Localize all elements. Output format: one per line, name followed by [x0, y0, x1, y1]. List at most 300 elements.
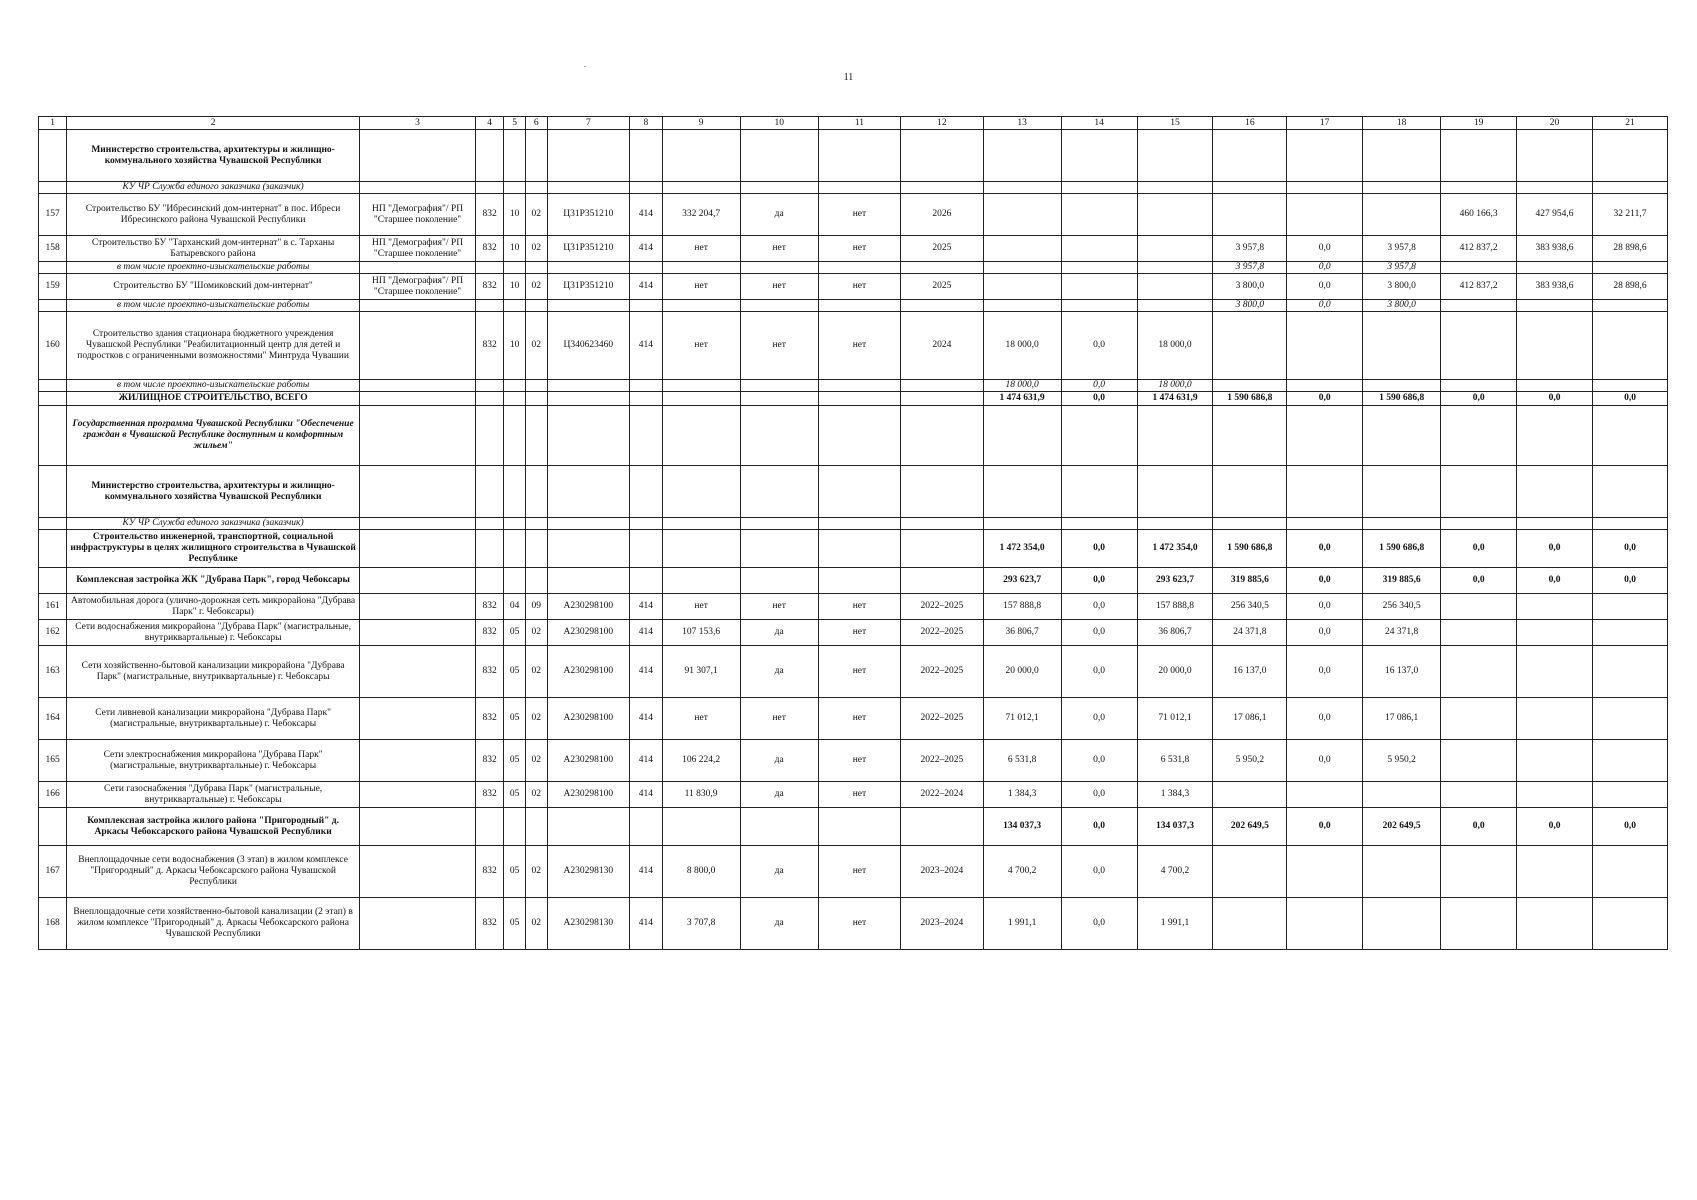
value-cell: 8 800,0: [662, 846, 740, 898]
name-cell: в том числе проектно-изыскательские работы: [67, 380, 360, 392]
value-cell: [547, 808, 629, 846]
value-cell: [983, 274, 1061, 300]
column-number: 5: [504, 117, 526, 130]
value-cell: [1137, 406, 1213, 466]
value-cell: 256 340,5: [1363, 594, 1441, 620]
value-cell: 02: [525, 846, 547, 898]
column-number: 21: [1593, 117, 1668, 130]
value-cell: [818, 808, 900, 846]
value-cell: [1517, 782, 1593, 808]
value-cell: [630, 392, 663, 406]
value-cell: 832: [476, 236, 504, 262]
value-cell: [1517, 262, 1593, 274]
value-cell: нет: [740, 312, 818, 380]
value-cell: [662, 380, 740, 392]
value-cell: [476, 392, 504, 406]
table-body: [39, 130, 1668, 950]
value-cell: [1363, 312, 1441, 380]
value-cell: [360, 646, 476, 698]
value-cell: 0,0: [1061, 898, 1137, 950]
value-cell: [1363, 782, 1441, 808]
value-cell: [901, 130, 983, 182]
name-cell: Государственная программа Чувашской Республики "Обеспечение граждан в Чувашской Республике доступным и комфортным жильем": [67, 406, 360, 466]
value-cell: [630, 406, 663, 466]
name-cell: Строительство БУ "Шомиковский дом-интернат": [67, 274, 360, 300]
value-cell: [818, 262, 900, 274]
value-cell: [630, 466, 663, 518]
value-cell: [630, 808, 663, 846]
value-cell: 0,0: [1061, 594, 1137, 620]
value-cell: 0,0: [1287, 530, 1363, 568]
value-cell: 05: [504, 846, 526, 898]
value-cell: 0,0: [1441, 808, 1517, 846]
value-cell: 17 086,1: [1363, 698, 1441, 740]
value-cell: [1213, 898, 1287, 950]
value-cell: нет: [662, 274, 740, 300]
value-cell: [1137, 274, 1213, 300]
value-cell: [1287, 194, 1363, 236]
value-cell: [1213, 406, 1287, 466]
value-cell: [740, 406, 818, 466]
value-cell: [504, 182, 526, 194]
value-cell: [662, 392, 740, 406]
value-cell: [983, 182, 1061, 194]
value-cell: 3 957,8: [1363, 262, 1441, 274]
value-cell: А230298100: [547, 620, 629, 646]
value-cell: [1287, 182, 1363, 194]
value-cell: 0,0: [1287, 646, 1363, 698]
value-cell: [360, 698, 476, 740]
value-cell: [504, 808, 526, 846]
value-cell: [1061, 130, 1137, 182]
value-cell: 5 950,2: [1363, 740, 1441, 782]
value-cell: [504, 380, 526, 392]
value-cell: [630, 300, 663, 312]
value-cell: 05: [504, 740, 526, 782]
value-cell: [547, 300, 629, 312]
value-cell: [740, 808, 818, 846]
value-cell: [476, 182, 504, 194]
value-cell: нет: [662, 312, 740, 380]
value-cell: [547, 262, 629, 274]
value-cell: 2025: [901, 274, 983, 300]
value-cell: [504, 406, 526, 466]
value-cell: [1593, 782, 1668, 808]
value-cell: 0,0: [1061, 530, 1137, 568]
value-cell: 414: [630, 898, 663, 950]
value-cell: нет: [818, 194, 900, 236]
value-cell: 3 707,8: [662, 898, 740, 950]
value-cell: нет: [662, 236, 740, 262]
value-cell: 02: [525, 236, 547, 262]
value-cell: [740, 380, 818, 392]
value-cell: Ц31Р351210: [547, 194, 629, 236]
value-cell: 1 472 354,0: [1137, 530, 1213, 568]
value-cell: 3 957,8: [1213, 236, 1287, 262]
name-cell: Сети электроснабжения микрорайона "Дубрава Парк" (магистральные, внутриквартальные) г. Чебоксары: [67, 740, 360, 782]
value-cell: [1593, 312, 1668, 380]
value-cell: 18 000,0: [983, 380, 1061, 392]
value-cell: 1 991,1: [983, 898, 1061, 950]
value-cell: 414: [630, 782, 663, 808]
value-cell: 0,0: [1517, 530, 1593, 568]
value-cell: [360, 568, 476, 594]
value-cell: 0,0: [1061, 740, 1137, 782]
value-cell: НП "Демография"/ РП "Старшее поколение": [360, 236, 476, 262]
row-number-cell: 161: [39, 594, 67, 620]
value-cell: [360, 380, 476, 392]
value-cell: 0,0: [1061, 312, 1137, 380]
value-cell: 0,0: [1287, 740, 1363, 782]
value-cell: [1517, 620, 1593, 646]
value-cell: [1593, 130, 1668, 182]
name-cell: Сети хозяйственно-бытовой канализации микрорайона "Дубрава Парк" (магистральные, внутриквартальные) г. Чебоксары: [67, 646, 360, 698]
value-cell: [662, 518, 740, 530]
value-cell: 3 957,8: [1213, 262, 1287, 274]
value-cell: [1363, 466, 1441, 518]
table-row: [39, 182, 1668, 194]
table-row: [39, 312, 1668, 380]
value-cell: нет: [818, 620, 900, 646]
value-cell: 832: [476, 740, 504, 782]
value-cell: [901, 392, 983, 406]
value-cell: [1137, 236, 1213, 262]
value-cell: 2026: [901, 194, 983, 236]
row-number-cell: 164: [39, 698, 67, 740]
value-cell: 383 938,6: [1517, 236, 1593, 262]
table-row: [39, 898, 1668, 950]
column-number: 14: [1061, 117, 1137, 130]
value-cell: 05: [504, 698, 526, 740]
column-number: 1: [39, 117, 67, 130]
value-cell: 02: [525, 274, 547, 300]
table-row: [39, 130, 1668, 182]
value-cell: [525, 392, 547, 406]
value-cell: [1441, 380, 1517, 392]
value-cell: 332 204,7: [662, 194, 740, 236]
value-cell: [1593, 698, 1668, 740]
value-cell: 0,0: [1287, 808, 1363, 846]
value-cell: 0,0: [1061, 620, 1137, 646]
value-cell: [1517, 380, 1593, 392]
row-number-cell: [39, 466, 67, 518]
value-cell: [1517, 130, 1593, 182]
value-cell: [525, 262, 547, 274]
value-cell: 10: [504, 312, 526, 380]
value-cell: 832: [476, 594, 504, 620]
value-cell: 28 898,6: [1593, 236, 1668, 262]
value-cell: нет: [818, 898, 900, 950]
value-cell: 0,0: [1593, 392, 1668, 406]
value-cell: 02: [525, 620, 547, 646]
value-cell: [1441, 130, 1517, 182]
value-cell: 412 837,2: [1441, 236, 1517, 262]
value-cell: 0,0: [1287, 274, 1363, 300]
value-cell: 0,0: [1287, 620, 1363, 646]
value-cell: [525, 130, 547, 182]
value-cell: 09: [525, 594, 547, 620]
value-cell: [740, 262, 818, 274]
value-cell: [983, 130, 1061, 182]
value-cell: [504, 392, 526, 406]
value-cell: 02: [525, 698, 547, 740]
value-cell: [901, 262, 983, 274]
value-cell: [1287, 846, 1363, 898]
value-cell: [1517, 182, 1593, 194]
value-cell: 02: [525, 740, 547, 782]
value-cell: 05: [504, 620, 526, 646]
value-cell: [1517, 740, 1593, 782]
column-number: 12: [901, 117, 983, 130]
value-cell: 0,0: [1593, 530, 1668, 568]
value-cell: [818, 130, 900, 182]
value-cell: [1363, 380, 1441, 392]
value-cell: [1593, 646, 1668, 698]
column-number: 15: [1137, 117, 1213, 130]
column-number: 7: [547, 117, 629, 130]
value-cell: 2023–2024: [901, 898, 983, 950]
value-cell: нет: [818, 782, 900, 808]
value-cell: [1593, 740, 1668, 782]
value-cell: [360, 782, 476, 808]
value-cell: [662, 406, 740, 466]
value-cell: 24 371,8: [1213, 620, 1287, 646]
value-cell: 6 531,8: [1137, 740, 1213, 782]
value-cell: [818, 182, 900, 194]
value-cell: [1061, 262, 1137, 274]
name-cell: КУ ЧР Служба единого заказчика (заказчик): [67, 518, 360, 530]
value-cell: [1593, 406, 1668, 466]
column-number-row: [39, 117, 1668, 130]
value-cell: 0,0: [1061, 808, 1137, 846]
value-cell: 32 211,7: [1593, 194, 1668, 236]
value-cell: [1213, 518, 1287, 530]
value-cell: [1441, 898, 1517, 950]
value-cell: [662, 300, 740, 312]
value-cell: 414: [630, 620, 663, 646]
value-cell: Ц31Р351210: [547, 274, 629, 300]
value-cell: 02: [525, 898, 547, 950]
value-cell: 414: [630, 194, 663, 236]
table-row: [39, 518, 1668, 530]
name-cell: Автомобильная дорога (улично-дорожная сеть микрорайона "Дубрава Парк" г. Чебоксары): [67, 594, 360, 620]
value-cell: [360, 392, 476, 406]
value-cell: [630, 518, 663, 530]
value-cell: 0,0: [1593, 808, 1668, 846]
value-cell: [360, 898, 476, 950]
value-cell: [1363, 194, 1441, 236]
value-cell: 10: [504, 194, 526, 236]
value-cell: [901, 808, 983, 846]
table-row: [39, 194, 1668, 236]
value-cell: 412 837,2: [1441, 274, 1517, 300]
value-cell: [1441, 620, 1517, 646]
value-cell: [1517, 300, 1593, 312]
value-cell: [360, 406, 476, 466]
value-cell: [360, 300, 476, 312]
value-cell: [1517, 846, 1593, 898]
value-cell: 383 938,6: [1517, 274, 1593, 300]
value-cell: 1 590 686,8: [1213, 530, 1287, 568]
value-cell: нет: [740, 236, 818, 262]
name-cell: в том числе проектно-изыскательские работы: [67, 262, 360, 274]
table-row: [39, 594, 1668, 620]
value-cell: 202 649,5: [1363, 808, 1441, 846]
value-cell: [1061, 300, 1137, 312]
value-cell: [360, 312, 476, 380]
value-cell: нет: [740, 594, 818, 620]
value-cell: 02: [525, 312, 547, 380]
value-cell: [1441, 782, 1517, 808]
value-cell: 319 885,6: [1363, 568, 1441, 594]
value-cell: да: [740, 740, 818, 782]
row-number-cell: 162: [39, 620, 67, 646]
value-cell: [1593, 898, 1668, 950]
value-cell: [547, 530, 629, 568]
value-cell: НП "Демография"/ РП "Старшее поколение": [360, 274, 476, 300]
column-number: 18: [1363, 117, 1441, 130]
value-cell: [818, 530, 900, 568]
table-row: [39, 262, 1668, 274]
value-cell: 18 000,0: [1137, 312, 1213, 380]
value-cell: 0,0: [1061, 782, 1137, 808]
value-cell: [1363, 846, 1441, 898]
value-cell: 05: [504, 782, 526, 808]
value-cell: 17 086,1: [1213, 698, 1287, 740]
value-cell: [1363, 182, 1441, 194]
value-cell: 1 590 686,8: [1363, 392, 1441, 406]
value-cell: 20 000,0: [1137, 646, 1213, 698]
value-cell: 1 991,1: [1137, 898, 1213, 950]
value-cell: [740, 392, 818, 406]
row-number-cell: [39, 300, 67, 312]
value-cell: А230298100: [547, 698, 629, 740]
value-cell: [1593, 380, 1668, 392]
value-cell: [504, 300, 526, 312]
name-cell: Внеплощадочные сети хозяйственно-бытовой канализации (2 этап) в жилом комплексе "Пригородный" д. Аркасы Чебоксарского района Чувашской Республики: [67, 898, 360, 950]
value-cell: нет: [740, 274, 818, 300]
table-row: [39, 568, 1668, 594]
value-cell: [1441, 300, 1517, 312]
value-cell: [476, 380, 504, 392]
value-cell: нет: [818, 846, 900, 898]
value-cell: [504, 466, 526, 518]
value-cell: 0,0: [1287, 300, 1363, 312]
value-cell: [1287, 466, 1363, 518]
row-number-cell: [39, 568, 67, 594]
value-cell: [1287, 898, 1363, 950]
value-cell: [360, 620, 476, 646]
value-cell: [901, 380, 983, 392]
table-row: [39, 808, 1668, 846]
value-cell: [630, 568, 663, 594]
value-cell: 18 000,0: [983, 312, 1061, 380]
value-cell: 2025: [901, 236, 983, 262]
row-number-cell: 167: [39, 846, 67, 898]
value-cell: [901, 300, 983, 312]
value-cell: [1517, 646, 1593, 698]
value-cell: 1 590 686,8: [1363, 530, 1441, 568]
value-cell: [476, 130, 504, 182]
value-cell: [547, 380, 629, 392]
value-cell: [1593, 262, 1668, 274]
value-cell: 91 307,1: [662, 646, 740, 698]
value-cell: 0,0: [1061, 568, 1137, 594]
table-row: [39, 274, 1668, 300]
value-cell: [525, 518, 547, 530]
value-cell: нет: [740, 698, 818, 740]
value-cell: [1517, 406, 1593, 466]
value-cell: 256 340,5: [1213, 594, 1287, 620]
value-cell: [901, 530, 983, 568]
value-cell: нет: [818, 236, 900, 262]
value-cell: [525, 300, 547, 312]
value-cell: [360, 846, 476, 898]
row-number-cell: 160: [39, 312, 67, 380]
value-cell: 414: [630, 740, 663, 782]
value-cell: [818, 300, 900, 312]
value-cell: [476, 518, 504, 530]
value-cell: [662, 466, 740, 518]
value-cell: 4 700,2: [1137, 846, 1213, 898]
name-cell: в том числе проектно-изыскательские работы: [67, 300, 360, 312]
value-cell: 36 806,7: [983, 620, 1061, 646]
value-cell: [740, 300, 818, 312]
value-cell: 1 590 686,8: [1213, 392, 1287, 406]
value-cell: 293 623,7: [1137, 568, 1213, 594]
value-cell: 832: [476, 646, 504, 698]
value-cell: 0,0: [1287, 392, 1363, 406]
value-cell: [1517, 898, 1593, 950]
value-cell: [525, 530, 547, 568]
value-cell: 5 950,2: [1213, 740, 1287, 782]
name-cell: Внеплощадочные сети водоснабжения (3 этап) в жилом комплексе "Пригородный" д. Аркасы Чебоксарского района Чувашской Республики: [67, 846, 360, 898]
value-cell: 2022–2025: [901, 594, 983, 620]
value-cell: да: [740, 846, 818, 898]
value-cell: [1363, 898, 1441, 950]
value-cell: [360, 594, 476, 620]
row-number-cell: [39, 406, 67, 466]
value-cell: [740, 530, 818, 568]
value-cell: [630, 182, 663, 194]
value-cell: [1061, 182, 1137, 194]
value-cell: нет: [662, 594, 740, 620]
row-number-cell: [39, 182, 67, 194]
value-cell: [525, 808, 547, 846]
value-cell: 0,0: [1061, 646, 1137, 698]
value-cell: 6 531,8: [983, 740, 1061, 782]
row-number-cell: [39, 518, 67, 530]
value-cell: [360, 518, 476, 530]
value-cell: 4 700,2: [983, 846, 1061, 898]
value-cell: [818, 380, 900, 392]
value-cell: 414: [630, 274, 663, 300]
column-number: 2: [67, 117, 360, 130]
value-cell: [1517, 594, 1593, 620]
table-row: [39, 300, 1668, 312]
value-cell: [1441, 698, 1517, 740]
table-row: [39, 740, 1668, 782]
value-cell: 832: [476, 846, 504, 898]
value-cell: [1441, 182, 1517, 194]
value-cell: [1441, 646, 1517, 698]
value-cell: 16 137,0: [1363, 646, 1441, 698]
value-cell: 16 137,0: [1213, 646, 1287, 698]
column-number: 9: [662, 117, 740, 130]
value-cell: [360, 130, 476, 182]
value-cell: [1061, 274, 1137, 300]
value-cell: [476, 300, 504, 312]
